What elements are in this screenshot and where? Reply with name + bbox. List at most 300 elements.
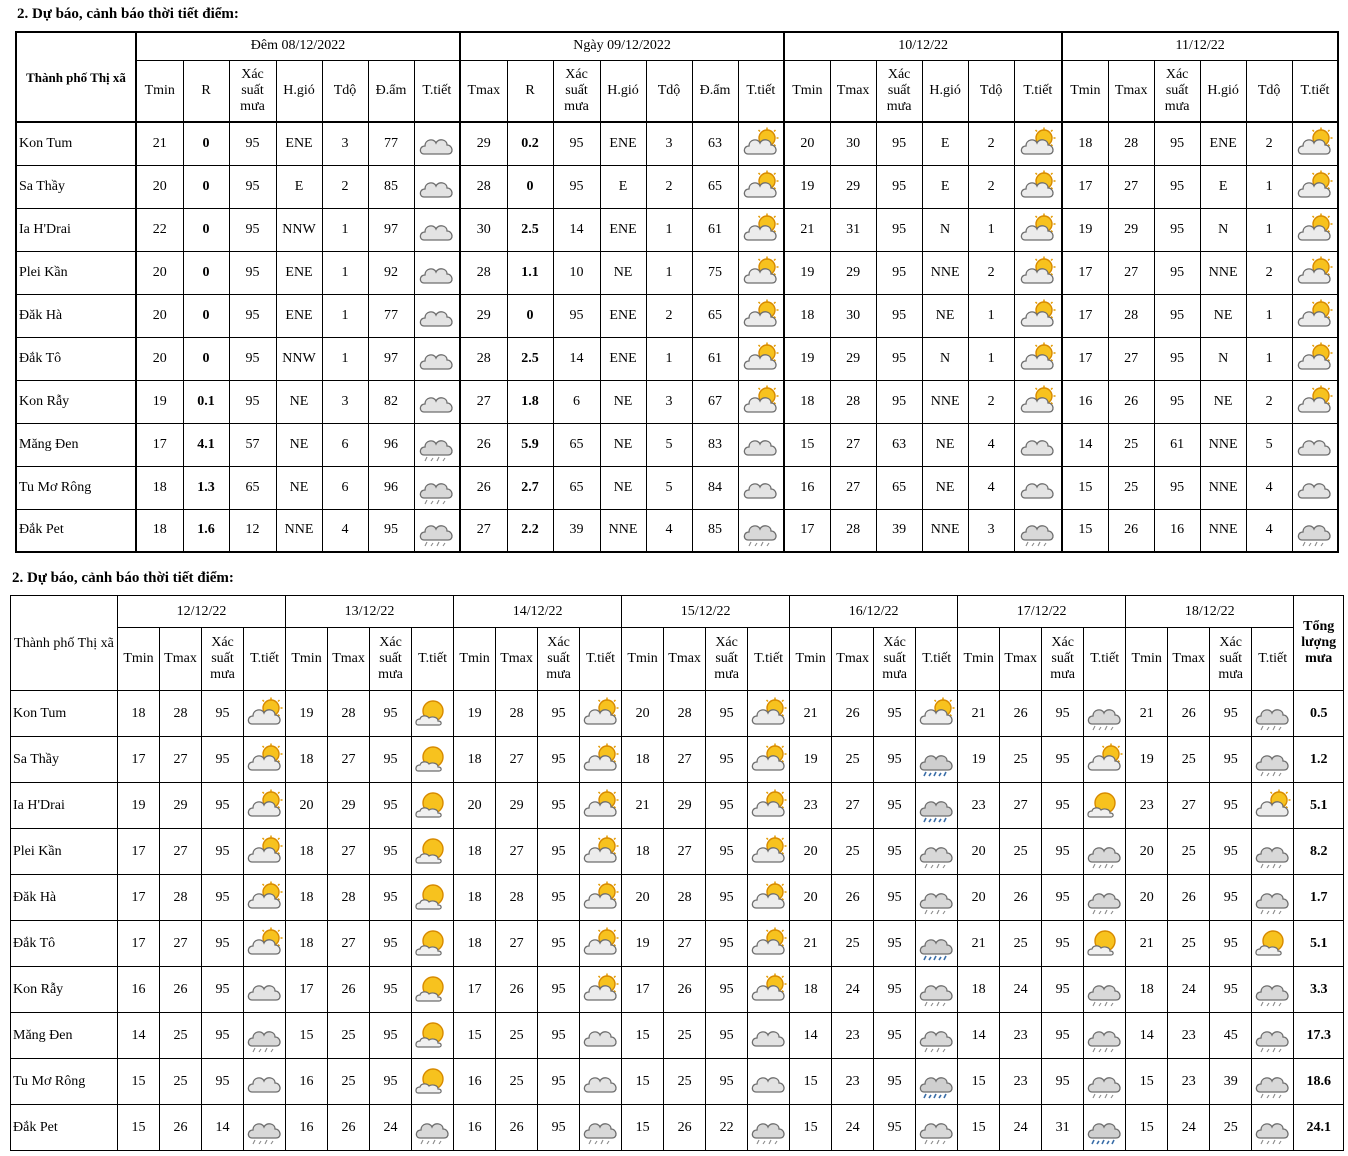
value-cell: 17 (1062, 337, 1108, 380)
cloudy-icon (246, 973, 284, 1007)
partly-sunny-icon (1086, 743, 1124, 777)
value-cell: 25 (1000, 921, 1042, 967)
value-cell: 95 (706, 691, 748, 737)
value-cell: 95 (229, 208, 276, 251)
value-cell: 18 (286, 921, 328, 967)
value-cell: 95 (1042, 875, 1084, 921)
partly-sunny-icon (1019, 256, 1057, 290)
rain-cloud-icon (1254, 881, 1292, 915)
value-cell: 23 (790, 783, 832, 829)
value-cell: 10 (553, 251, 600, 294)
rain-cloud-icon (1254, 697, 1292, 731)
value-cell: 28 (830, 380, 876, 423)
value-cell: NE (600, 423, 646, 466)
value-cell: 27 (496, 737, 538, 783)
value-cell: 23 (832, 1013, 874, 1059)
city-name: Ia H'Drai (16, 208, 136, 251)
weather-cell (580, 875, 622, 921)
value-cell: 15 (622, 1013, 664, 1059)
city-name: Kon Tum (11, 691, 118, 737)
value-cell: 20 (790, 829, 832, 875)
city-name: Sa Thầy (16, 165, 136, 208)
value-cell: 1.6 (183, 509, 229, 552)
value-cell: 0 (183, 122, 229, 165)
column-header: Tmin (622, 628, 664, 691)
value-cell: 77 (368, 122, 414, 165)
rain-cloud-icon (918, 1019, 956, 1053)
city-name: Đắk Pet (11, 1105, 118, 1151)
value-cell: 17 (286, 967, 328, 1013)
group-header: 10/12/22 (784, 32, 1062, 60)
column-header: H.gió (922, 60, 968, 122)
value-cell: 95 (874, 737, 916, 783)
value-cell: 95 (1154, 251, 1200, 294)
column-header: T.tiết (414, 60, 460, 122)
value-cell: 1 (646, 337, 692, 380)
value-cell: 95 (370, 1013, 412, 1059)
value-cell: 29 (830, 337, 876, 380)
value-cell: 95 (370, 737, 412, 783)
cloudy-icon (1296, 471, 1334, 505)
cloudy-icon (418, 170, 456, 204)
value-cell: 21 (1126, 691, 1168, 737)
value-cell: 16 (454, 1059, 496, 1105)
value-cell: ENE (600, 337, 646, 380)
value-cell: 95 (202, 875, 244, 921)
value-cell: 77 (368, 294, 414, 337)
table-row (16, 294, 1338, 337)
value-cell: 24 (1168, 967, 1210, 1013)
value-cell: 0.1 (183, 380, 229, 423)
partly-sunny-icon (750, 835, 788, 869)
value-cell: 2 (1246, 122, 1292, 165)
value-cell: 3 (322, 122, 368, 165)
value-cell: 95 (538, 1105, 580, 1151)
partly-sunny-icon (750, 973, 788, 1007)
value-cell: 18 (1126, 967, 1168, 1013)
value-cell: 26 (832, 875, 874, 921)
value-cell: 28 (328, 691, 370, 737)
weather-cell (580, 1105, 622, 1151)
partly-sunny-icon (246, 927, 284, 961)
weather-cell (916, 921, 958, 967)
weather-cell (748, 783, 790, 829)
city-name: Đăk Hà (11, 875, 118, 921)
value-cell: 27 (1108, 165, 1154, 208)
partly-sunny-icon (246, 835, 284, 869)
weather-cell (1252, 921, 1294, 967)
weather-cell (916, 737, 958, 783)
value-cell: 29 (1108, 208, 1154, 251)
weather-cell (244, 875, 286, 921)
value-cell: 25 (1108, 423, 1154, 466)
value-cell: 95 (229, 122, 276, 165)
column-header: Tmin (1126, 628, 1168, 691)
group-header: 11/12/22 (1062, 32, 1338, 60)
value-cell: 57 (229, 423, 276, 466)
cloudy-icon (418, 342, 456, 376)
value-cell: 29 (664, 783, 706, 829)
value-cell: 19 (784, 251, 830, 294)
column-header: Tmin (958, 628, 1000, 691)
rain-cloud-icon (1019, 513, 1057, 547)
value-cell: 27 (664, 829, 706, 875)
value-cell: 17 (1062, 165, 1108, 208)
value-cell: 21 (790, 691, 832, 737)
value-cell: 95 (1042, 1013, 1084, 1059)
value-cell: 28 (496, 691, 538, 737)
weather-cell (414, 251, 460, 294)
value-cell: 18 (286, 829, 328, 875)
column-header: Xác suất mưa (370, 628, 412, 691)
weather-cell (412, 829, 454, 875)
value-cell: 95 (706, 875, 748, 921)
column-header: Xác suất mưa (706, 628, 748, 691)
value-cell: 29 (328, 783, 370, 829)
value-cell: N (922, 337, 968, 380)
value-cell: 2.2 (507, 509, 553, 552)
value-cell: 21 (958, 921, 1000, 967)
column-header: Tdộ (322, 60, 368, 122)
weather-cell (748, 921, 790, 967)
value-cell: 21 (1126, 921, 1168, 967)
cloudy-icon (582, 1019, 620, 1053)
partly-sunny-icon (1296, 299, 1334, 333)
total-rain-value: 3.3 (1294, 967, 1344, 1013)
value-cell: 14 (202, 1105, 244, 1151)
rain-cloud-icon (246, 1019, 284, 1053)
value-cell: 28 (1108, 122, 1154, 165)
value-cell: 25 (1168, 829, 1210, 875)
value-cell: NE (276, 423, 322, 466)
weather-cell (414, 423, 460, 466)
total-rain-value: 17.3 (1294, 1013, 1344, 1059)
weather-cell (580, 691, 622, 737)
value-cell: 12 (229, 509, 276, 552)
value-cell: 28 (460, 251, 507, 294)
column-header: R (183, 60, 229, 122)
column-header: Tmin (784, 60, 830, 122)
value-cell: ENE (276, 294, 322, 337)
value-cell: 17 (622, 967, 664, 1013)
date-header: 16/12/22 (790, 596, 958, 628)
rain-cloud-icon (1254, 835, 1292, 869)
value-cell: 26 (1000, 875, 1042, 921)
value-cell: 1 (968, 208, 1014, 251)
value-cell: NE (276, 466, 322, 509)
value-cell: 19 (790, 737, 832, 783)
value-cell: 21 (958, 691, 1000, 737)
partly-sunny-icon (582, 973, 620, 1007)
rain-cloud-icon (414, 1111, 452, 1145)
value-cell: 84 (692, 466, 738, 509)
value-cell: 23 (832, 1059, 874, 1105)
column-header: Tmax (1000, 628, 1042, 691)
value-cell: 2 (322, 165, 368, 208)
weather-cell (916, 875, 958, 921)
value-cell: 25 (664, 1059, 706, 1105)
value-cell: 4 (968, 423, 1014, 466)
weather-cell (1084, 1105, 1126, 1151)
city-name: Tu Mơ Rông (16, 466, 136, 509)
column-header: T.tiết (580, 628, 622, 691)
column-header: Tmin (118, 628, 160, 691)
value-cell: 5 (646, 466, 692, 509)
column-header: Tmax (664, 628, 706, 691)
value-cell: 95 (202, 783, 244, 829)
table-row (11, 1105, 1344, 1151)
weather-cell (1292, 294, 1338, 337)
total-rain-value: 1.7 (1294, 875, 1344, 921)
partly-sunny-icon (1019, 127, 1057, 161)
heavy-rain-icon (918, 1065, 956, 1099)
weather-cell (414, 380, 460, 423)
cloudy-icon (246, 1065, 284, 1099)
value-cell: 95 (538, 921, 580, 967)
value-cell: 85 (692, 509, 738, 552)
value-cell: ENE (276, 122, 322, 165)
value-cell: ENE (1200, 122, 1246, 165)
value-cell: 95 (874, 921, 916, 967)
weather-cell (738, 337, 784, 380)
value-cell: E (922, 165, 968, 208)
value-cell: 20 (1126, 829, 1168, 875)
value-cell: 26 (328, 967, 370, 1013)
column-header: Đ.ẩm (692, 60, 738, 122)
value-cell: 16 (286, 1105, 328, 1151)
value-cell: 28 (460, 165, 507, 208)
value-cell: 19 (136, 380, 183, 423)
value-cell: 2 (968, 380, 1014, 423)
value-cell: 95 (538, 967, 580, 1013)
value-cell: 95 (874, 829, 916, 875)
value-cell: 19 (622, 921, 664, 967)
value-cell: 26 (664, 1105, 706, 1151)
value-cell: 28 (328, 875, 370, 921)
city-name: Đắk Tô (16, 337, 136, 380)
weather-cell (1014, 466, 1062, 509)
value-cell: 30 (830, 294, 876, 337)
value-cell: 25 (160, 1013, 202, 1059)
total-rain-value: 5.1 (1294, 921, 1344, 967)
value-cell: 21 (622, 783, 664, 829)
weather-cell (1084, 875, 1126, 921)
weather-cell (1292, 380, 1338, 423)
weather-cell (412, 737, 454, 783)
value-cell: 25 (328, 1013, 370, 1059)
value-cell: NNE (1200, 509, 1246, 552)
value-cell: 2.5 (507, 208, 553, 251)
value-cell: 28 (460, 337, 507, 380)
value-cell: 17 (454, 967, 496, 1013)
column-header: Tdộ (968, 60, 1014, 122)
value-cell: 25 (832, 829, 874, 875)
date-header: 15/12/22 (622, 596, 790, 628)
partly-sunny-icon (582, 835, 620, 869)
value-cell: 25 (496, 1013, 538, 1059)
weather-cell (738, 509, 784, 552)
value-cell: 20 (958, 829, 1000, 875)
weather-cell (748, 875, 790, 921)
value-cell: 28 (496, 875, 538, 921)
partly-sunny-icon (582, 927, 620, 961)
value-cell: 95 (229, 165, 276, 208)
weather-cell (244, 1059, 286, 1105)
city-header: Thành phố Thị xã (11, 596, 118, 691)
value-cell: 95 (1154, 165, 1200, 208)
rain-cloud-icon (918, 835, 956, 869)
partly-sunny-icon (750, 881, 788, 915)
group-header: Đêm 08/12/2022 (136, 32, 460, 60)
value-cell: 95 (876, 337, 922, 380)
value-cell: 95 (706, 1059, 748, 1105)
value-cell: 5.9 (507, 423, 553, 466)
value-cell: 95 (202, 691, 244, 737)
weather-cell (412, 1059, 454, 1105)
value-cell: 39 (876, 509, 922, 552)
value-cell: 95 (1210, 691, 1252, 737)
total-rain-value: 5.1 (1294, 783, 1344, 829)
value-cell: 20 (136, 165, 183, 208)
column-header: Tmax (1108, 60, 1154, 122)
section-2-title: 2. Dự báo, cảnh báo thời tiết điểm: (12, 570, 234, 586)
value-cell: 1 (322, 251, 368, 294)
column-header: Tmax (160, 628, 202, 691)
partly-sunny-icon (742, 170, 780, 204)
value-cell: E (600, 165, 646, 208)
partly-sunny-icon (246, 881, 284, 915)
value-cell: 83 (692, 423, 738, 466)
weather-cell (580, 783, 622, 829)
value-cell: 29 (460, 122, 507, 165)
value-cell: 24 (832, 967, 874, 1013)
value-cell: ENE (600, 208, 646, 251)
value-cell: 23 (1126, 783, 1168, 829)
value-cell: 18 (784, 380, 830, 423)
weather-cell (412, 783, 454, 829)
column-header: T.tiết (748, 628, 790, 691)
value-cell: 65 (692, 165, 738, 208)
partly-sunny-icon (246, 789, 284, 823)
value-cell: 27 (328, 829, 370, 875)
weather-cell (412, 691, 454, 737)
weather-cell (738, 251, 784, 294)
weather-cell (244, 829, 286, 875)
value-cell: 25 (328, 1059, 370, 1105)
table-row (16, 509, 1338, 552)
value-cell: 24 (832, 1105, 874, 1151)
value-cell: 18 (1062, 122, 1108, 165)
value-cell: 18 (136, 466, 183, 509)
partly-sunny-icon (742, 213, 780, 247)
value-cell: 20 (1126, 875, 1168, 921)
weather-cell (580, 737, 622, 783)
weather-cell (1014, 208, 1062, 251)
value-cell: 27 (1000, 783, 1042, 829)
value-cell: 95 (1042, 783, 1084, 829)
column-header: Tmin (286, 628, 328, 691)
heavy-rain-icon (918, 927, 956, 961)
weather-cell (738, 380, 784, 423)
value-cell: 17 (118, 875, 160, 921)
partly-sunny-icon (1019, 342, 1057, 376)
value-cell: 27 (664, 737, 706, 783)
rain-cloud-icon (246, 1111, 284, 1145)
value-cell: 95 (538, 1013, 580, 1059)
value-cell: 2 (968, 165, 1014, 208)
value-cell: 4 (1246, 466, 1292, 509)
table-row (16, 122, 1338, 165)
weather-cell (1084, 829, 1126, 875)
cloudy-icon (742, 428, 780, 462)
value-cell: 29 (830, 165, 876, 208)
value-cell: 20 (136, 251, 183, 294)
value-cell: 0 (183, 165, 229, 208)
weather-cell (1252, 783, 1294, 829)
value-cell: 19 (118, 783, 160, 829)
value-cell: 95 (1042, 737, 1084, 783)
weather-cell (1084, 1013, 1126, 1059)
city-name: Ia H'Drai (11, 783, 118, 829)
table-row (11, 737, 1344, 783)
weather-cell (244, 737, 286, 783)
weather-cell (244, 967, 286, 1013)
city-name: Đăk Hà (16, 294, 136, 337)
value-cell: 20 (454, 783, 496, 829)
value-cell: 45 (1210, 1013, 1252, 1059)
value-cell: 95 (538, 829, 580, 875)
value-cell: 2.5 (507, 337, 553, 380)
value-cell: 28 (160, 875, 202, 921)
weather-cell (1292, 251, 1338, 294)
value-cell: NNE (1200, 466, 1246, 509)
value-cell: 95 (202, 1013, 244, 1059)
value-cell: 95 (876, 165, 922, 208)
value-cell: 3 (646, 380, 692, 423)
value-cell: 0 (183, 251, 229, 294)
column-header: Tmin (454, 628, 496, 691)
rain-cloud-icon (418, 428, 456, 462)
value-cell: 61 (692, 337, 738, 380)
weather-cell (1084, 783, 1126, 829)
cloudy-icon (1019, 471, 1057, 505)
value-cell: NNE (922, 509, 968, 552)
value-cell: 3 (968, 509, 1014, 552)
weather-cell (1292, 509, 1338, 552)
city-name: Kon Rẫy (11, 967, 118, 1013)
value-cell: 18 (454, 829, 496, 875)
weather-cell (1014, 337, 1062, 380)
value-cell: 23 (1000, 1059, 1042, 1105)
value-cell: 95 (1210, 875, 1252, 921)
column-header: Tmax (328, 628, 370, 691)
partly-sunny-icon (582, 697, 620, 731)
weather-cell (244, 1105, 286, 1151)
value-cell: 95 (706, 921, 748, 967)
column-header: Tmax (830, 60, 876, 122)
weather-cell (1084, 737, 1126, 783)
value-cell: 19 (1062, 208, 1108, 251)
value-cell: 1 (1246, 294, 1292, 337)
value-cell: 26 (1168, 875, 1210, 921)
value-cell: 23 (1168, 1059, 1210, 1105)
value-cell: 95 (874, 967, 916, 1013)
value-cell: 95 (1210, 737, 1252, 783)
value-cell: 27 (460, 509, 507, 552)
cloudy-icon (418, 256, 456, 290)
city-name: Kon Tum (16, 122, 136, 165)
forecast-table-short-range (15, 31, 1339, 553)
